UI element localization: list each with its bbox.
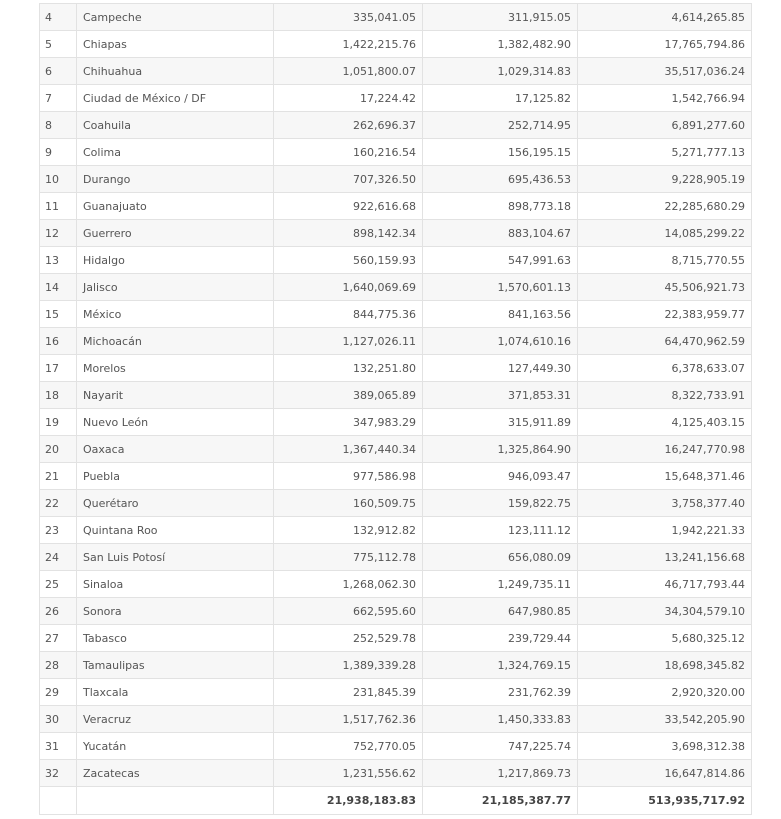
value-column-2-cell: 1,325,864.90 — [423, 436, 578, 463]
state-name-cell: Michoacán — [77, 328, 274, 355]
value-column-2-cell: 1,029,314.83 — [423, 58, 578, 85]
value-column-1-cell: 231,845.39 — [274, 679, 423, 706]
value-column-2-cell: 239,729.44 — [423, 625, 578, 652]
table-row — [40, 166, 752, 193]
value-column-2-cell: 315,911.89 — [423, 409, 578, 436]
value-column-2-cell: 1,382,482.90 — [423, 31, 578, 58]
value-column-3-cell: 1,542,766.94 — [578, 85, 752, 112]
value-column-1-cell: 922,616.68 — [274, 193, 423, 220]
state-name-cell: Nayarit — [77, 382, 274, 409]
state-name-cell: Ciudad de México / DF — [77, 85, 274, 112]
value-column-2-cell: 695,436.53 — [423, 166, 578, 193]
value-column-1-cell: 560,159.93 — [274, 247, 423, 274]
value-column-3-cell: 8,715,770.55 — [578, 247, 752, 274]
row-number-cell: 5 — [40, 31, 77, 58]
value-column-2-cell: 547,991.63 — [423, 247, 578, 274]
state-name-cell: San Luis Potosí — [77, 544, 274, 571]
value-column-3-cell: 3,698,312.38 — [578, 733, 752, 760]
row-number-cell: 13 — [40, 247, 77, 274]
value-column-2-cell: 17,125.82 — [423, 85, 578, 112]
value-column-1-cell: 1,517,762.36 — [274, 706, 423, 733]
value-column-3-cell: 4,614,265.85 — [578, 4, 752, 31]
row-number-cell: 31 — [40, 733, 77, 760]
value-column-1-cell: 1,367,440.34 — [274, 436, 423, 463]
state-name-cell: Zacatecas — [77, 760, 274, 787]
value-column-1-cell: 752,770.05 — [274, 733, 423, 760]
row-number-cell: 24 — [40, 544, 77, 571]
table-row — [40, 355, 752, 382]
value-column-1-cell: 132,912.82 — [274, 517, 423, 544]
table-row — [40, 517, 752, 544]
value-column-1-cell: 898,142.34 — [274, 220, 423, 247]
value-column-3-cell: 45,506,921.73 — [578, 274, 752, 301]
row-number-cell: 16 — [40, 328, 77, 355]
state-name-cell: Guerrero — [77, 220, 274, 247]
value-column-1-cell: 389,065.89 — [274, 382, 423, 409]
table-row — [40, 247, 752, 274]
state-name-cell: Campeche — [77, 4, 274, 31]
table-row — [40, 652, 752, 679]
value-column-2-cell: 231,762.39 — [423, 679, 578, 706]
row-number-cell: 28 — [40, 652, 77, 679]
value-column-1-cell: 262,696.37 — [274, 112, 423, 139]
row-number-cell: 23 — [40, 517, 77, 544]
value-column-2-cell: 747,225.74 — [423, 733, 578, 760]
value-column-2-cell: 156,195.15 — [423, 139, 578, 166]
state-name-cell: Tlaxcala — [77, 679, 274, 706]
value-column-3-cell: 6,378,633.07 — [578, 355, 752, 382]
value-column-2-cell: 841,163.56 — [423, 301, 578, 328]
state-name-cell: Durango — [77, 166, 274, 193]
table-row — [40, 31, 752, 58]
value-column-3-cell: 16,647,814.86 — [578, 760, 752, 787]
row-number-cell: 20 — [40, 436, 77, 463]
value-column-2-cell: 311,915.05 — [423, 4, 578, 31]
row-number-cell: 7 — [40, 85, 77, 112]
totals-label-cell — [77, 787, 274, 815]
state-name-cell: Querétaro — [77, 490, 274, 517]
state-name-cell: Coahuila — [77, 112, 274, 139]
table-row — [40, 274, 752, 301]
value-column-1-cell: 1,051,800.07 — [274, 58, 423, 85]
value-column-2-cell: 252,714.95 — [423, 112, 578, 139]
table-body — [40, 4, 752, 787]
table-row — [40, 382, 752, 409]
row-number-cell: 26 — [40, 598, 77, 625]
table-row — [40, 598, 752, 625]
value-column-1-cell: 160,509.75 — [274, 490, 423, 517]
row-number-cell: 17 — [40, 355, 77, 382]
value-column-1-cell: 977,586.98 — [274, 463, 423, 490]
value-column-3-cell: 46,717,793.44 — [578, 571, 752, 598]
data-table-container — [39, 3, 752, 815]
value-column-1-cell: 1,640,069.69 — [274, 274, 423, 301]
value-column-1-cell: 160,216.54 — [274, 139, 423, 166]
state-name-cell: Guanajuato — [77, 193, 274, 220]
row-number-cell: 30 — [40, 706, 77, 733]
table-footer — [40, 787, 752, 815]
value-column-1-cell: 335,041.05 — [274, 4, 423, 31]
value-column-3-cell: 5,680,325.12 — [578, 625, 752, 652]
state-name-cell: México — [77, 301, 274, 328]
state-name-cell: Morelos — [77, 355, 274, 382]
table-row — [40, 85, 752, 112]
value-column-3-cell: 16,247,770.98 — [578, 436, 752, 463]
state-name-cell: Tamaulipas — [77, 652, 274, 679]
value-column-2-cell: 1,324,769.15 — [423, 652, 578, 679]
table-row — [40, 193, 752, 220]
row-number-cell: 25 — [40, 571, 77, 598]
state-name-cell: Tabasco — [77, 625, 274, 652]
value-column-3-cell: 1,942,221.33 — [578, 517, 752, 544]
table-row — [40, 760, 752, 787]
value-column-3-cell: 17,765,794.86 — [578, 31, 752, 58]
total-column-3: 513,935,717.92 — [578, 787, 752, 815]
row-number-cell: 6 — [40, 58, 77, 85]
value-column-1-cell: 707,326.50 — [274, 166, 423, 193]
table-row — [40, 706, 752, 733]
value-column-3-cell: 34,304,579.10 — [578, 598, 752, 625]
table-row — [40, 112, 752, 139]
value-column-1-cell: 1,389,339.28 — [274, 652, 423, 679]
value-column-2-cell: 371,853.31 — [423, 382, 578, 409]
state-name-cell: Sinaloa — [77, 571, 274, 598]
value-column-3-cell: 18,698,345.82 — [578, 652, 752, 679]
state-name-cell: Hidalgo — [77, 247, 274, 274]
row-number-cell: 22 — [40, 490, 77, 517]
row-number-cell: 14 — [40, 274, 77, 301]
row-number-cell: 12 — [40, 220, 77, 247]
value-column-2-cell: 898,773.18 — [423, 193, 578, 220]
state-name-cell: Sonora — [77, 598, 274, 625]
state-name-cell: Colima — [77, 139, 274, 166]
state-name-cell: Jalisco — [77, 274, 274, 301]
state-name-cell: Puebla — [77, 463, 274, 490]
row-number-cell: 8 — [40, 112, 77, 139]
value-column-1-cell: 775,112.78 — [274, 544, 423, 571]
row-number-cell: 29 — [40, 679, 77, 706]
value-column-3-cell: 64,470,962.59 — [578, 328, 752, 355]
value-column-2-cell: 883,104.67 — [423, 220, 578, 247]
total-column-1: 21,938,183.83 — [274, 787, 423, 815]
table-row — [40, 571, 752, 598]
totals-row — [40, 787, 752, 815]
table-row — [40, 544, 752, 571]
value-column-3-cell: 33,542,205.90 — [578, 706, 752, 733]
row-number-cell: 21 — [40, 463, 77, 490]
table-row — [40, 625, 752, 652]
value-column-2-cell: 946,093.47 — [423, 463, 578, 490]
state-data-table — [39, 3, 752, 815]
value-column-1-cell: 662,595.60 — [274, 598, 423, 625]
value-column-3-cell: 22,383,959.77 — [578, 301, 752, 328]
table-row — [40, 490, 752, 517]
value-column-1-cell: 17,224.42 — [274, 85, 423, 112]
value-column-3-cell: 15,648,371.46 — [578, 463, 752, 490]
value-column-3-cell: 22,285,680.29 — [578, 193, 752, 220]
value-column-2-cell: 647,980.85 — [423, 598, 578, 625]
value-column-1-cell: 1,127,026.11 — [274, 328, 423, 355]
table-row — [40, 301, 752, 328]
value-column-1-cell: 1,231,556.62 — [274, 760, 423, 787]
table-row — [40, 409, 752, 436]
totals-number-cell — [40, 787, 77, 815]
row-number-cell: 27 — [40, 625, 77, 652]
value-column-1-cell: 252,529.78 — [274, 625, 423, 652]
state-name-cell: Nuevo León — [77, 409, 274, 436]
value-column-3-cell: 35,517,036.24 — [578, 58, 752, 85]
value-column-3-cell: 5,271,777.13 — [578, 139, 752, 166]
row-number-cell: 32 — [40, 760, 77, 787]
value-column-3-cell: 14,085,299.22 — [578, 220, 752, 247]
value-column-1-cell: 347,983.29 — [274, 409, 423, 436]
total-column-2: 21,185,387.77 — [423, 787, 578, 815]
row-number-cell: 18 — [40, 382, 77, 409]
value-column-3-cell: 2,920,320.00 — [578, 679, 752, 706]
row-number-cell: 4 — [40, 4, 77, 31]
value-column-1-cell: 132,251.80 — [274, 355, 423, 382]
state-name-cell: Yucatán — [77, 733, 274, 760]
table-row — [40, 679, 752, 706]
state-name-cell: Chiapas — [77, 31, 274, 58]
value-column-2-cell: 159,822.75 — [423, 490, 578, 517]
state-name-cell: Oaxaca — [77, 436, 274, 463]
value-column-1-cell: 1,268,062.30 — [274, 571, 423, 598]
table-row — [40, 58, 752, 85]
row-number-cell: 19 — [40, 409, 77, 436]
table-row — [40, 328, 752, 355]
table-row — [40, 220, 752, 247]
value-column-3-cell: 13,241,156.68 — [578, 544, 752, 571]
value-column-2-cell: 1,217,869.73 — [423, 760, 578, 787]
table-row — [40, 733, 752, 760]
value-column-3-cell: 9,228,905.19 — [578, 166, 752, 193]
state-name-cell: Chihuahua — [77, 58, 274, 85]
row-number-cell: 9 — [40, 139, 77, 166]
value-column-2-cell: 1,450,333.83 — [423, 706, 578, 733]
table-row — [40, 436, 752, 463]
value-column-2-cell: 1,249,735.11 — [423, 571, 578, 598]
row-number-cell: 15 — [40, 301, 77, 328]
table-row — [40, 139, 752, 166]
value-column-3-cell: 4,125,403.15 — [578, 409, 752, 436]
value-column-3-cell: 3,758,377.40 — [578, 490, 752, 517]
value-column-2-cell: 1,074,610.16 — [423, 328, 578, 355]
value-column-1-cell: 844,775.36 — [274, 301, 423, 328]
row-number-cell: 11 — [40, 193, 77, 220]
state-name-cell: Veracruz — [77, 706, 274, 733]
row-number-cell: 10 — [40, 166, 77, 193]
value-column-1-cell: 1,422,215.76 — [274, 31, 423, 58]
state-name-cell: Quintana Roo — [77, 517, 274, 544]
value-column-3-cell: 6,891,277.60 — [578, 112, 752, 139]
table-row — [40, 463, 752, 490]
value-column-2-cell: 1,570,601.13 — [423, 274, 578, 301]
table-row — [40, 4, 752, 31]
value-column-2-cell: 127,449.30 — [423, 355, 578, 382]
value-column-3-cell: 8,322,733.91 — [578, 382, 752, 409]
value-column-2-cell: 656,080.09 — [423, 544, 578, 571]
value-column-2-cell: 123,111.12 — [423, 517, 578, 544]
